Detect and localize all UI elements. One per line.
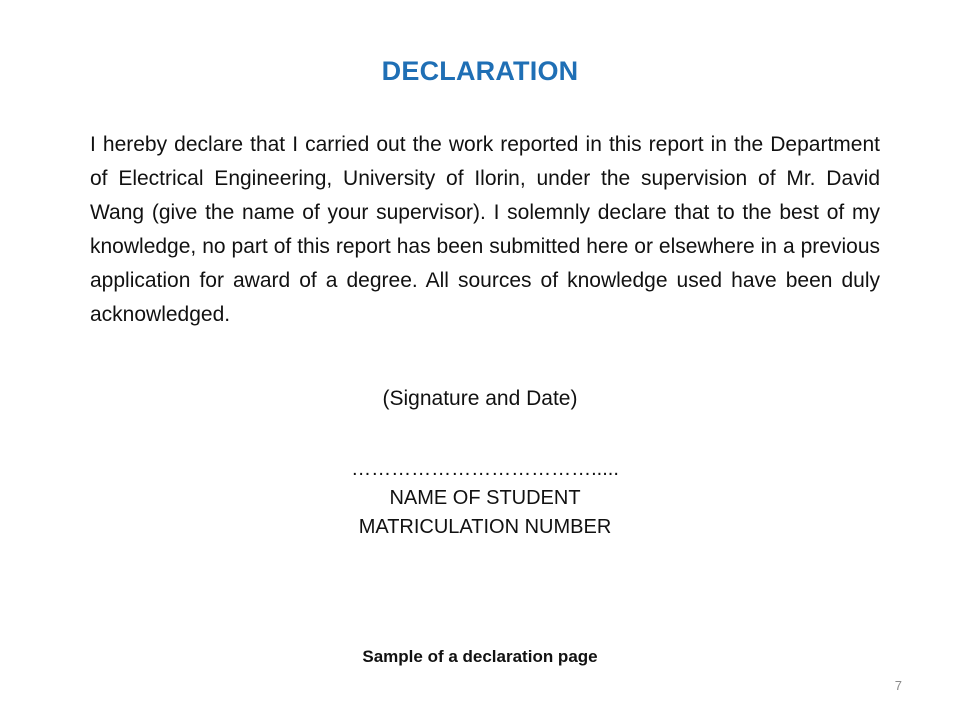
page-title: DECLARATION	[381, 56, 579, 86]
matriculation-number-label: MATRICULATION NUMBER	[358, 516, 612, 538]
figure-caption: Sample of a declaration page	[362, 647, 598, 666]
declaration-paragraph: I hereby declare that I carried out the work reported in this report in the Department of Electrical Engineering, University of Ilorin, under the supervision of Mr. David Wang (give the name of your supervisor). I solemnly declare that to the best of my knowledge, no part of this report has been submitted here or elsewhere in a previous application for award of a degree. All sources of knowledge used have been duly acknowledged.	[90, 133, 880, 326]
page-number: 7	[894, 678, 902, 693]
signature-date-label: (Signature and Date)	[382, 387, 578, 410]
signature-block	[0, 455, 960, 542]
student-name-label: NAME OF STUDENT	[389, 487, 581, 509]
signature-dotted-line: ……………………………….....	[351, 458, 619, 480]
